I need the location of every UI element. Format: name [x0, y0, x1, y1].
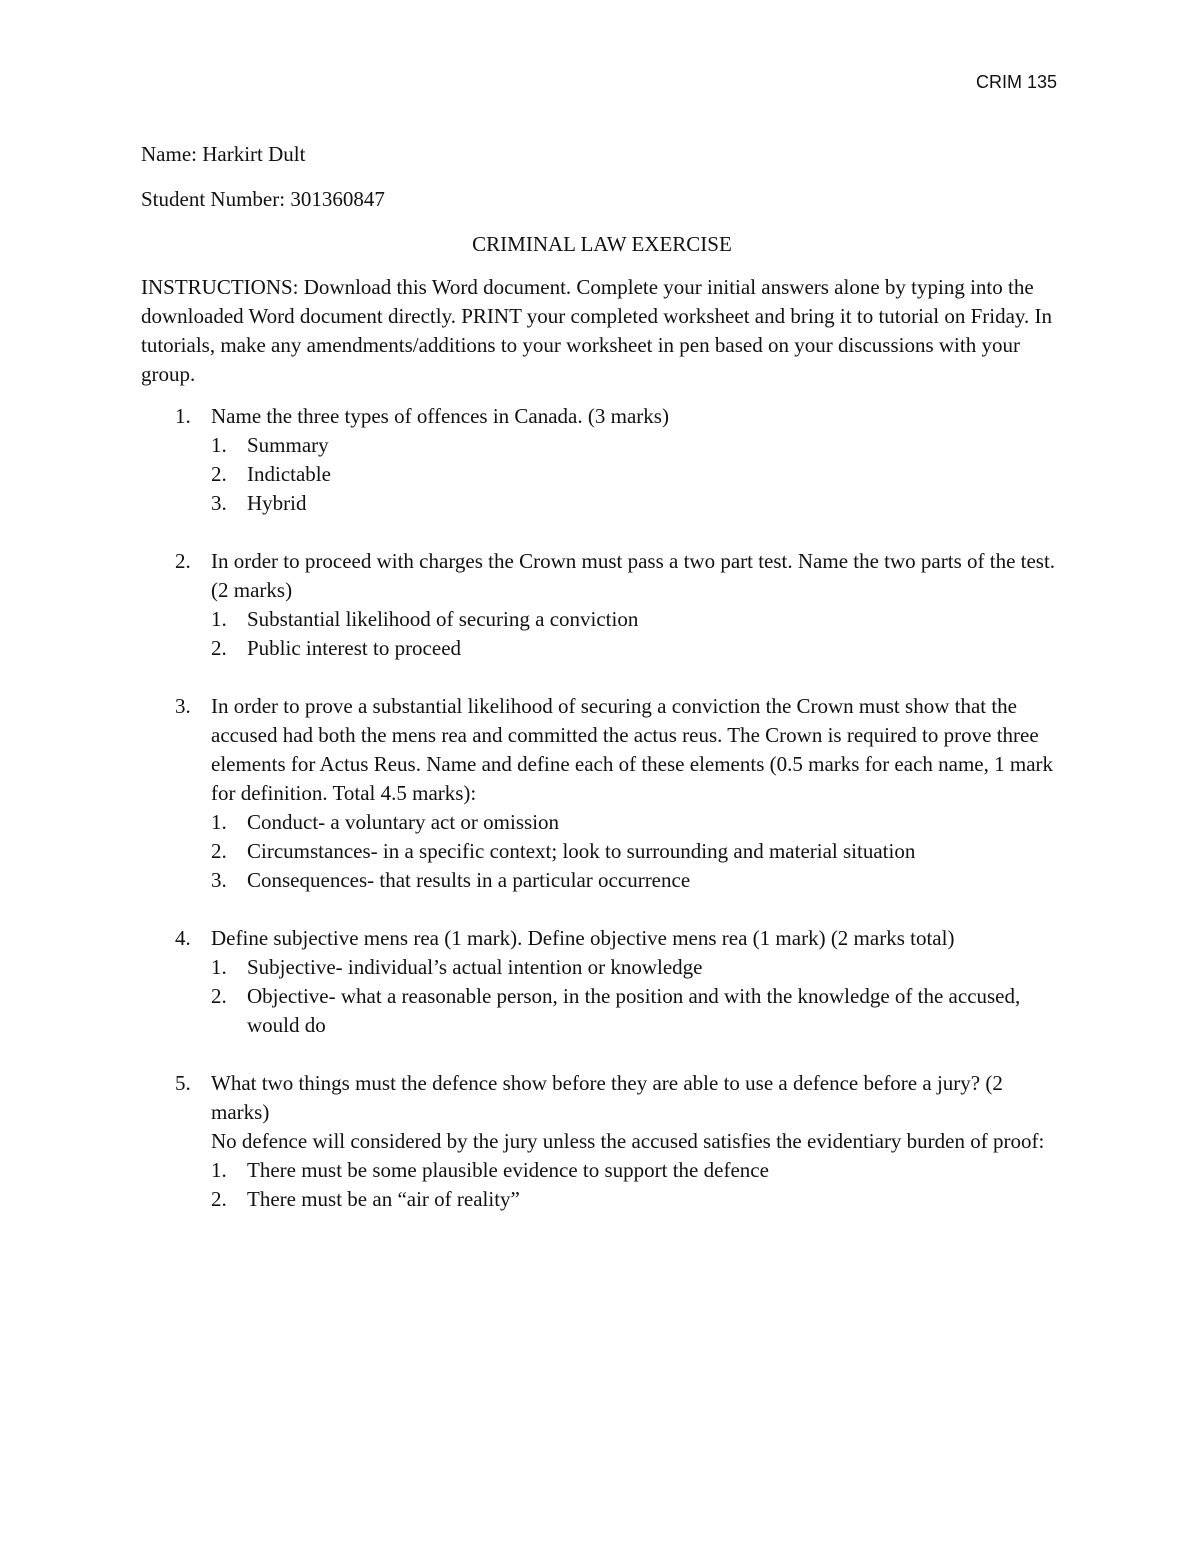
answer-number: 1.: [211, 607, 227, 631]
question-text: In order to prove a substantial likelihood of securing a conviction the Crown must show that the accused had both the mens rea and committed the actus reus. The Crown is required to prove three elements for Actus Reus. Name and define each of these elements (0.5 marks for each name, 1 mark for definition. Total 4.5 marks):: [211, 694, 1054, 805]
answer-text: There must be some plausible evidence to support the defence: [247, 1158, 769, 1182]
answer-item: [211, 431, 1061, 460]
answer-number: 3.: [211, 491, 227, 515]
answer-list: [211, 1156, 1061, 1214]
answer-item: [211, 489, 1061, 518]
answer-number: 1.: [211, 955, 227, 979]
question-number: 1.: [175, 404, 191, 428]
question-text: Define subjective mens rea (1 mark). Define objective mens rea (1 mark) (2 marks total): [211, 926, 955, 950]
question-3: [141, 692, 1061, 895]
answer-item: [211, 953, 1061, 982]
answer-item: [211, 634, 1061, 663]
question-note: No defence will considered by the jury unless the accused satisfies the evidentiary burden of proof:: [211, 1129, 1045, 1153]
question-4: [141, 924, 1061, 1040]
question-number: 5.: [175, 1071, 191, 1095]
student-number: Student Number: 301360847: [141, 187, 385, 211]
answer-text: Circumstances- in a specific context; look to surrounding and material situation: [247, 839, 916, 863]
answer-list: [211, 431, 1061, 518]
answer-text: There must be an “air of reality”: [247, 1187, 520, 1211]
course-header: CRIM 135: [975, 72, 1057, 92]
answer-item: [211, 866, 1061, 895]
answer-text: Substantial likelihood of securing a conviction: [247, 607, 639, 631]
answer-number: 1.: [211, 1158, 227, 1182]
answer-number: 2.: [211, 462, 227, 486]
student-name: Name: Harkirt Dult: [141, 142, 306, 166]
question-number: 4.: [175, 926, 191, 950]
answer-text: Conduct- a voluntary act or omission: [247, 810, 560, 834]
question-text: In order to proceed with charges the Crown must pass a two part test. Name the two parts of the test. (2 marks): [211, 549, 1056, 602]
answer-item: [211, 605, 1061, 634]
answer-list: [211, 808, 1061, 895]
question-number: 2.: [175, 549, 191, 573]
answer-text: Summary: [247, 433, 329, 457]
answer-text: Consequences- that results in a particular occurrence: [247, 868, 691, 892]
answer-number: 2.: [211, 1187, 227, 1211]
answer-item: [211, 1156, 1061, 1185]
answer-text: Indictable: [247, 462, 331, 486]
question-2: [141, 547, 1061, 663]
answer-number: 3.: [211, 868, 227, 892]
answer-list: [211, 605, 1061, 663]
question-5: [141, 1069, 1061, 1214]
answer-number: 1.: [211, 433, 227, 457]
answer-number: 1.: [211, 810, 227, 834]
answer-number: 2.: [211, 636, 227, 660]
answer-item: [211, 982, 1061, 1040]
answer-number: 2.: [211, 984, 227, 1008]
answer-text: Objective- what a reasonable person, in the position and with the knowledge of the accused, would do: [247, 984, 1021, 1037]
answer-list: [211, 953, 1061, 1040]
answer-item: [211, 1185, 1061, 1214]
question-number: 3.: [175, 694, 191, 718]
answer-item: [211, 837, 1061, 866]
answer-text: Subjective- individual’s actual intention or knowledge: [247, 955, 703, 979]
instructions-paragraph: INSTRUCTIONS: Download this Word document. Complete your initial answers alone by typing into the downloaded Word document directly. PRINT your completed worksheet and bring it to tutorial on Friday. In tutorials, make any amendments/additions to your worksheet in pen based on your discussions with your group.: [141, 275, 1053, 386]
question-text: Name the three types of offences in Canada. (3 marks): [211, 404, 669, 428]
answer-item: [211, 460, 1061, 489]
question-1: [141, 402, 1061, 518]
answer-item: [211, 808, 1061, 837]
document-title: CRIMINAL LAW EXERCISE: [472, 232, 732, 256]
answer-number: 2.: [211, 839, 227, 863]
answer-text: Hybrid: [247, 491, 307, 515]
answer-text: Public interest to proceed: [247, 636, 462, 660]
document-body: [141, 140, 1061, 1243]
question-list: [141, 402, 1061, 1214]
question-text: What two things must the defence show before they are able to use a defence before a jury? (2 marks): [211, 1071, 1003, 1124]
